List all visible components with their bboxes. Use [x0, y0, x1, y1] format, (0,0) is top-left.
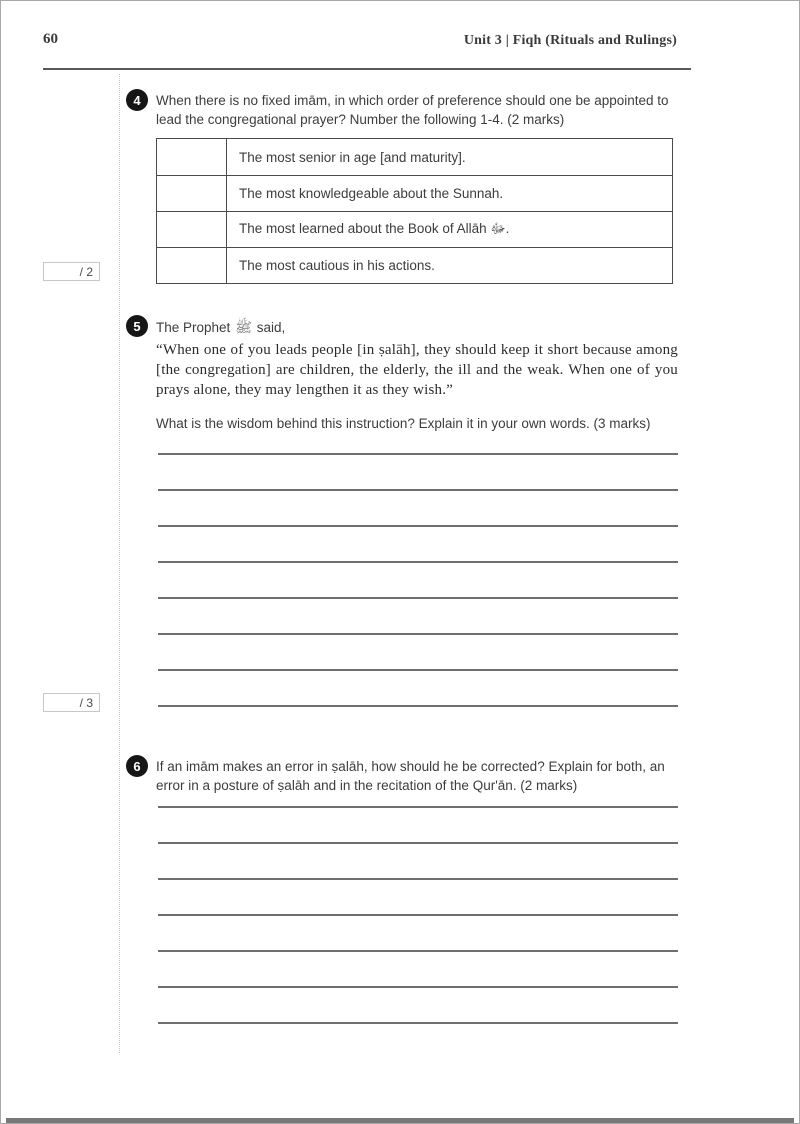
question-6-answer-lines [158, 772, 678, 1024]
answer-line [158, 635, 678, 671]
answer-line [158, 491, 678, 527]
prophet-honorific-glyph: ﷺ [235, 319, 252, 335]
table-row [157, 139, 672, 175]
answer-line [158, 455, 678, 491]
table-row [157, 247, 672, 283]
number-entry-box [157, 139, 227, 175]
marks-box-q4: / 2 [43, 262, 100, 281]
page-number: 60 [43, 31, 58, 47]
question-4-text: When there is no fixed imām, in which order of preference should one be appointed to lead the congregational prayer? Number the following 1-4. (2 marks) [156, 93, 669, 127]
question-4-options-table [156, 138, 673, 284]
table-row [157, 211, 672, 247]
answer-line [158, 808, 678, 844]
question-5-answer-lines [158, 419, 678, 707]
answer-line [158, 772, 678, 808]
number-entry-box [157, 248, 227, 283]
margin-dotted-line [119, 74, 120, 1053]
answer-line [158, 844, 678, 880]
header-rule [43, 68, 691, 70]
number-entry-box [157, 176, 227, 211]
hadith-quote: “When one of you leads people [in ṣalāh], they should keep it short because among [the congregation] are children, the elderly, the ill and the weak. When one of you prays alone, they may lengthen it as they wish.” [156, 342, 678, 398]
question-5-block [156, 319, 678, 431]
answer-line [158, 563, 678, 599]
answer-line [158, 916, 678, 952]
answer-line [158, 988, 678, 1024]
question-4-badge: 4 [126, 89, 148, 111]
table-row [157, 175, 672, 211]
answer-line [158, 527, 678, 563]
option-text: The most cautious in his actions. [239, 258, 435, 273]
question-6-badge: 6 [126, 755, 148, 777]
marks-box-q5: / 3 [43, 693, 100, 712]
intro-post: said, [256, 320, 286, 335]
question-6-text: If an imām makes an error in ṣalāh, how should he be corrected? Explain for both, an error in a posture of ṣalāh and in the recitation of the Qur'ān. (2 marks) [156, 759, 665, 793]
question-5-intro [156, 319, 678, 336]
question-5-badge: 5 [126, 315, 148, 337]
option-text: The most knowledgeable about the Sunnah. [239, 186, 504, 201]
header-title: Unit 3 | Fiqh (Rituals and Rulings) [463, 33, 677, 48]
option-text: The most senior in age [and maturity]. [239, 149, 466, 165]
answer-line [158, 599, 678, 635]
option-text: The most learned about the Book of Allāh ﷻ. [239, 220, 510, 236]
answer-line [158, 952, 678, 988]
answer-line [158, 880, 678, 916]
question-5-prompt: What is the wisdom behind this instruction? Explain it in your own words. (3 marks) [156, 416, 651, 431]
page-edge-bar [6, 1118, 794, 1124]
answer-line [158, 419, 678, 455]
number-entry-box [157, 212, 227, 247]
answer-line [158, 671, 678, 707]
intro-pre: The Prophet [156, 320, 231, 335]
